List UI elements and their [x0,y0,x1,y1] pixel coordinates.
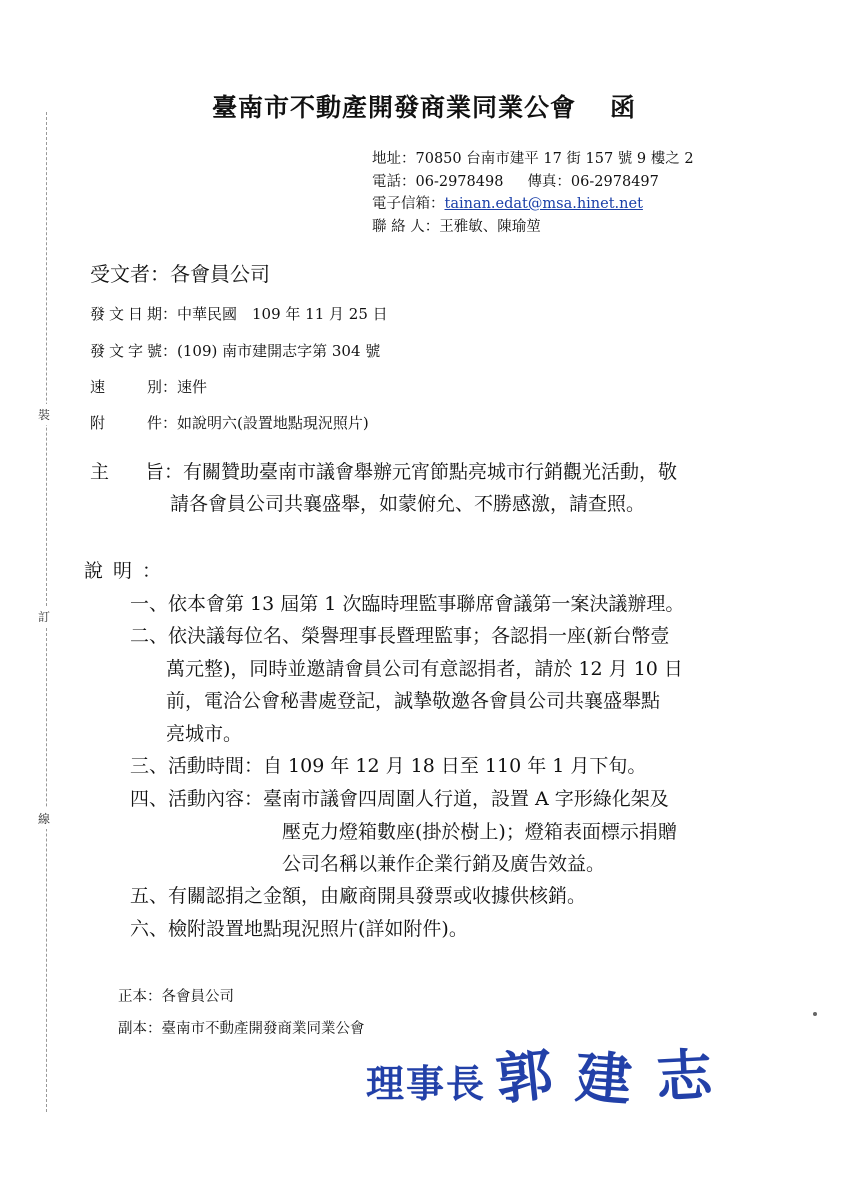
contact-block [372,148,694,238]
meta-attachment [90,412,369,433]
contact-address: 地址：70850 台南市建平 17 街 157 號 9 樓之 2 [372,151,694,167]
contact-phone-fax [372,171,694,194]
recipient-label: 受文者： [90,262,170,286]
chairman-signature [366,1036,738,1116]
item-1-line-1: 一、依本會第 13 屆第 1 次臨時理監事聯席會議第一案決議辦理。 [130,593,685,615]
signature-name [493,1032,738,1116]
binding-mark-xian: 線 [38,808,50,829]
meta-doc-number [90,340,380,361]
item-6-line-1: 六、檢附設置地點現況照片(詳如附件)。 [130,918,468,940]
binding-mark-ding: 訂 [38,606,50,627]
recipient-value: 各會員公司 [170,262,270,286]
meta-date-label: 發文日期 [90,305,162,323]
original-copy-line: 正本：各會員公司 [118,989,234,1005]
subject-section [90,456,677,520]
binding-mark-zhuang: 裝 [38,404,50,425]
meta-priority [90,376,207,397]
contact-email-row [372,193,694,216]
description-item-4 [130,783,677,881]
document-type: 函 [610,93,637,122]
scan-dot [813,1012,817,1016]
item-4-line-2: 壓克力燈箱數座(掛於樹上)；燈箱表面標示捐贈 [282,820,677,843]
item-2-line-3: 前，電洽公會秘書處登記，誠摯敬邀各會員公司共襄盛舉點 [166,690,661,712]
description-item-6 [130,913,468,946]
description-item-1 [130,588,684,621]
subject-line-2: 請各會員公司共襄盛舉，如蒙俯允、不勝感激，請查照。 [170,493,646,515]
letterhead-title [0,88,848,124]
recipient-line [90,258,270,287]
item-2-line-2: 萬元整)，同時並邀請會員公司有意認捐者，請於 12 月 10 日 [166,657,683,680]
item-2-line-4: 亮城市。 [166,722,243,745]
meta-doc-number-value: ：(109) 南市建開志字第 304 號 [162,342,381,360]
meta-attachment-value: ：如說明六(設置地點現況照片) [162,414,369,432]
meta-priority-value: ：速件 [162,378,208,396]
item-4-line-1: 四、活動內容：臺南市議會四周圍人行道，設置 A 字形綠化架及 [130,788,669,810]
description-item-5 [130,880,586,913]
signature-title: 理事長 [366,1061,487,1106]
contact-liaison: 聯 絡 人：王雅敏、陳瑜堃 [372,218,541,235]
meta-date-value: ：中華民國 109 年 11 月 25 日 [162,305,388,323]
contact-fax: 傳真：06-2978497 [527,173,659,190]
signature-char-3: 志 [654,1040,738,1112]
subject-line-1: ：有關贊助臺南市議會舉辦元宵節點亮城市行銷觀光活動，敬 [164,461,678,483]
meta-date [90,303,388,324]
subject-label: 主 旨 [90,461,164,483]
item-2-line-1: 二、依決議每位名、榮譽理事長暨理監事；各認捐一座(新台幣壹 [130,625,670,647]
item-5-line-1: 五、有關認捐之金額，由廠商開具發票或收據供核銷。 [130,885,587,907]
signature-char-2: 建 [573,1044,658,1116]
description-item-3 [130,750,646,783]
duplicate-copy-line: 副本：臺南市不動產開發商業同業公會 [118,1021,365,1037]
signature-char-1: 郭 [493,1038,580,1113]
meta-priority-label: 速 別 [90,378,162,396]
description-item-2 [130,620,683,750]
meta-doc-number-label: 發文字號 [90,342,162,360]
meta-attachment-label: 附 件 [90,414,162,432]
description-label: 說明： [84,560,172,582]
contact-email-link[interactable]: tainan.edat@msa.hinet.net [444,196,643,212]
contact-phone: 電話：06-2978498 [372,173,504,190]
item-4-line-3: 公司名稱以兼作企業行銷及廣告效益。 [282,853,606,875]
organization-name: 臺南市不動產開發商業同業公會 [211,93,576,122]
contact-email-label: 電子信箱： [372,196,445,212]
item-3-line-1: 三、活動時間：自 109 年 12 月 18 日至 110 年 1 月下旬。 [130,755,647,777]
